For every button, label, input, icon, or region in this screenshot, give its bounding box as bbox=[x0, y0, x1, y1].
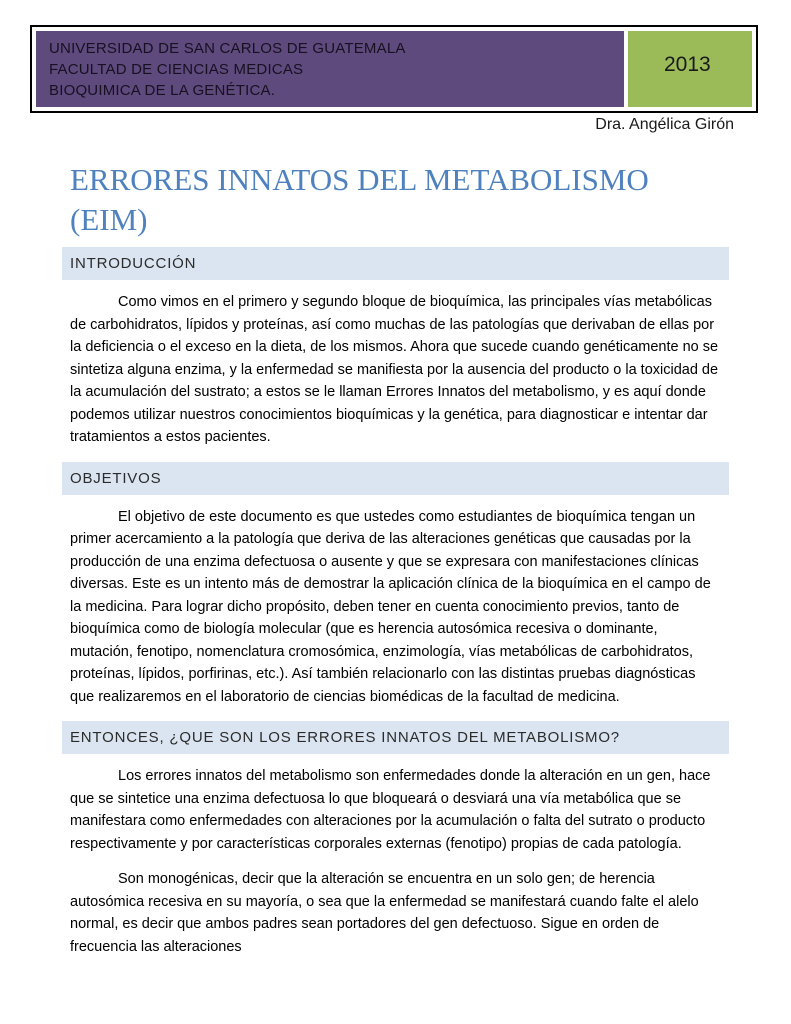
paragraph: El objetivo de este documento es que ustedes como estudiantes de bioquímica tengan un primer acercamiento a la patología que deriva de las alteraciones genéticas que causadas por la producción de una enzima defectuosa o ausente y que se expresara con manifestaciones clínicas diversas. Este es un intento más de demostrar la aplicación clínica de la bioquímica en el campo de la medicina. Para lograr dicho propósito, deben tener en cuenta conocimiento previos, tanto de bioquímica como de biología molecular (que es herencia autosómica recesiva o dominante, mutación, fenotipo, nomenclatura cromosómica, enzimología, vías metabólicas de carbohidratos, proteínas, lípidos, porfirinas, etc.). Así también relacionarlo con las distintas pruebas diagnósticas que realizaremos en el laboratorio de ciencias biomédicas de la facultad de medicina. bbox=[70, 508, 711, 705]
document-title-line-1: ERRORES INNATOS DEL METABOLISMO bbox=[70, 162, 649, 197]
section-entonces bbox=[62, 721, 729, 958]
document-title-line-2: (EIM) bbox=[70, 202, 148, 237]
document-title bbox=[70, 160, 730, 240]
institution-line-course: BIOQUIMICA DE LA GENÉTICA. bbox=[49, 82, 276, 99]
section-heading-objetivos: OBJETIVOS bbox=[62, 462, 729, 495]
paragraph: Los errores innatos del metabolismo son enfermedades donde la alteración en un gen, hace que se sintetice una enzima defectuosa lo que bloqueará o desviará una vía metabólica que se manifestara como enfermedades con alteraciones por la acumulación o falta del sutrato o producto respectivamente y por características corporales externas (fenotipo) propias de cada patología. bbox=[70, 768, 711, 852]
year-block bbox=[628, 31, 752, 107]
institution-block bbox=[36, 31, 624, 107]
institution-line-university: UNIVERSIDAD DE SAN CARLOS DE GUATEMALA bbox=[49, 40, 406, 57]
document-body bbox=[62, 247, 729, 971]
header-banner bbox=[30, 25, 758, 113]
section-heading-introduccion: INTRODUCCIÓN bbox=[62, 247, 729, 280]
institution-line-faculty: FACULTAD DE CIENCIAS MEDICAS bbox=[49, 61, 304, 78]
year-label: 2013 bbox=[664, 53, 711, 76]
author-line: Dra. Angélica Girón bbox=[595, 116, 734, 133]
paragraph: Son monogénicas, decir que la alteración se encuentra en un solo gen; de herencia autosómica recesiva en su mayoría, o sea que la enfermedad se manifestará cuando falte el alelo normal, es decir que ambos padres sean portadores del gen defectuoso. Sigue en orden de frecuencia las alteraciones bbox=[70, 871, 699, 955]
section-heading-entonces: ENTONCES, ¿QUE SON LOS ERRORES INNATOS DEL METABOLISMO? bbox=[62, 721, 729, 754]
section-introduccion bbox=[62, 247, 729, 449]
section-objetivos bbox=[62, 462, 729, 709]
paragraph: Como vimos en el primero y segundo bloque de bioquímica, las principales vías metabólicas de carbohidratos, lípidos y proteínas, así como muchas de las patologías que derivaban de ellas por la deficiencia o el exceso en la dieta, de los mismos. Ahora que sucede cuando genéticamente no se sintetiza alguna enzima, y la enfermedad se manifiesta por la ausencia del producto o la toxicidad de la acumulación del sustrato; a estos se le llaman Errores Innatos del metabolismo, y es aquí donde podemos utilizar nuestros conocimientos bioquímicas y la genética, para diagnosticar e intentar dar tratamientos a estos pacientes. bbox=[70, 294, 719, 445]
